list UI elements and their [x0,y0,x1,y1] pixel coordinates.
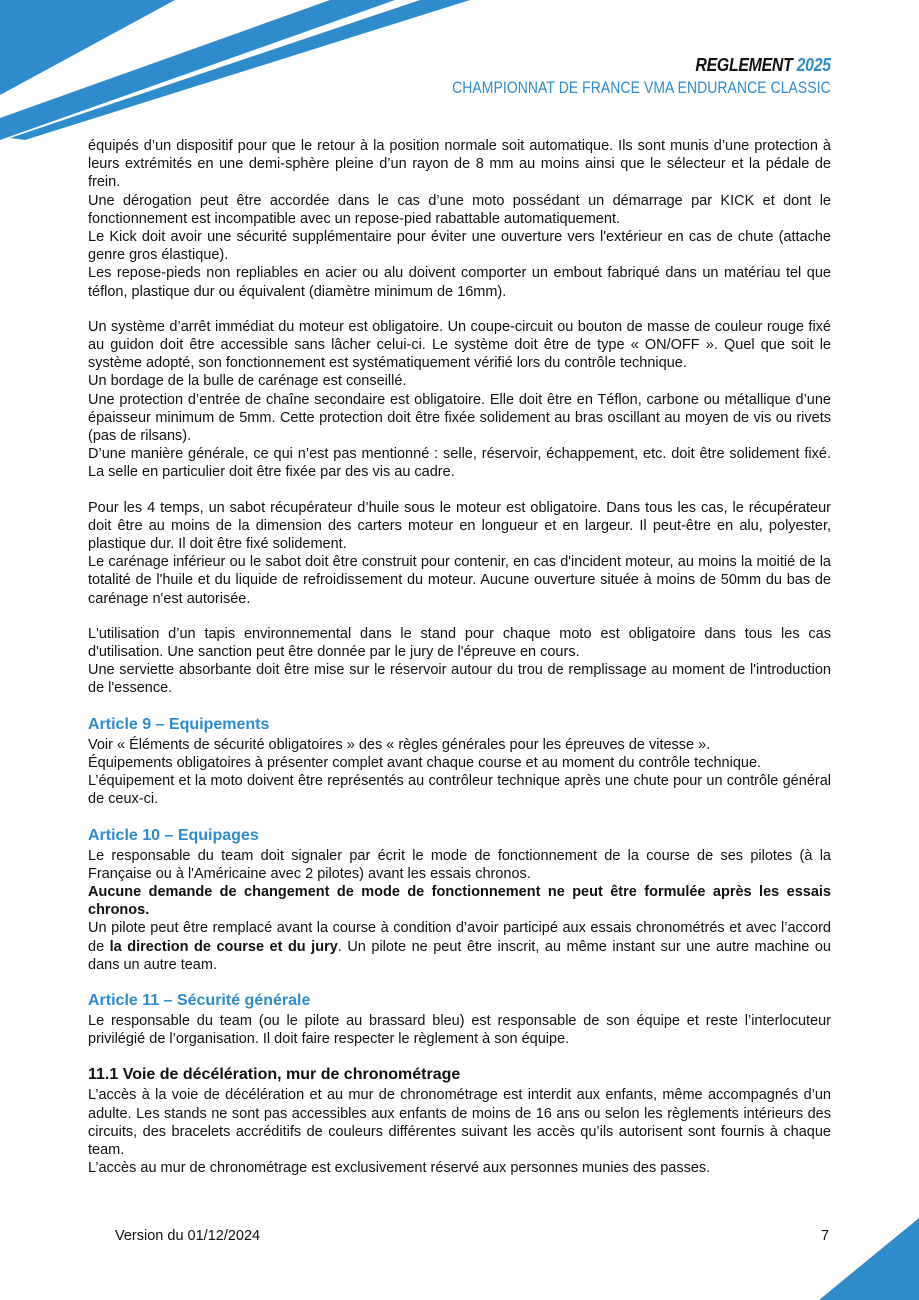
paragraph: Pour les 4 temps, un sabot récupérateur d’huile sous le moteur est obligatoire. Dans tous les cas, le récupérateur doit être au moins de la dimension des carters moteur en longueur et en largeur. Il peut-être en alu, polyester, plastique dur. Il doit être fixé solidement. [88,499,831,553]
page-number: 7 [821,1228,830,1244]
paragraph: L’équipement et la moto doivent être représentés au contrôleur technique après une chute pour un contrôle général de ceux-ci. [88,773,831,808]
paragraph: D’une manière générale, ce qui n’est pas mentionné : selle, réservoir, échappement, etc. doit être solidement fixé. La selle en particulier doit être fixée par des vis au cadre. [88,446,831,481]
paragraph: Le responsable du team doit signaler par écrit le mode de fonctionnement de la course de ses pilotes (à la Française ou à l'Américaine avec 2 pilotes) avant les essais chronos. [88,847,831,882]
paragraph: L’accès au mur de chronométrage est exclusivement réservé aux personnes munies des passes. [88,1160,711,1177]
document-body [88,137,831,1177]
section-11-1-heading: 11.1 Voie de décélération, mur de chronométrage [88,1066,461,1084]
paragraph: Un système d’arrêt immédiat du moteur est obligatoire. Un coupe-circuit ou bouton de masse de couleur rouge fixé au guidon doit être accessible sans lâcher celui-ci. Le système doit être de type « ON/OFF ». Quel que soit le système adopté, son fonctionnement est systématiquement vérifié lors du contrôle technique. [88,318,831,372]
document-header [369,56,831,97]
paragraph: Une dérogation peut être accordée dans le cas d’une moto possédant un démarrage par KICK et dont le fonctionnement est incompatible avec un repose-pied rabattable automatiquement. [88,192,831,227]
header-title [425,56,831,76]
text-span: Un pilote peut être remplacé avant la course à condition d’avoir participé aux essais chronométrés et avec l’accord de [88,920,831,955]
header-title-prefix: REGLEMENT [695,55,793,75]
paragraph: Les repose-pieds non repliables en acier ou alu doivent comporter un embout fabriqué dans un matériau tel que téflon, plastique dur ou équivalent (diamètre minimum de 16mm). [88,265,831,300]
paragraph: Le responsable du team (ou le pilote au brassard bleu) est responsable de son équipe et reste l’interlocuteur privilégié de l’organisation. Il doit faire respecter le règlement à son équipe. [88,1012,831,1048]
paragraph: Une serviette absorbante doit être mise sur le réservoir autour du trou de remplissage au moment de l'introduction de l'essence. [88,662,831,697]
paragraph: L’accès à la voie de décélération et au mur de chronométrage est interdit aux enfants, même accompagnés d’un adulte. Les stands ne sont pas accessibles aux enfants de moins de 16 ans ou selon les règlements intérieurs des circuits, des bracelets accréditifs de couleurs différentes suivant les accès qu’ils autorisent sont fournis à chaque team. [88,1087,831,1158]
article-11-heading: Article 11 – Sécurité générale [88,991,311,1009]
paragraph: Le carénage inférieur ou le sabot doit être construit pour contenir, en cas d'incident moteur, au moins la moitié de la totalité de l'huile et du liquide de refroidissement du moteur. Aucune ouverture située à moins de 50mm du bas de carénage n'est autorisée. [88,554,831,607]
paragraph: équipés d’un dispositif pour que le retour à la position normale soit automatique. Ils sont munis d’une protection à leurs extrémités en une demi-sphère pleine d’un rayon de 8 mm au moins ainsi que le sélecteur et la pédale de frein. [88,138,831,191]
paragraph: Le Kick doit avoir une sécurité supplémentaire pour éviter une ouverture vers l'extérieur en cas de chute (attache genre gros élastique). [88,229,831,264]
header-title-year: 2025 [796,55,831,75]
paragraph: L'utilisation d’un tapis environnemental dans le stand pour chaque moto est obligatoire dans tous les cas d'utilisation. Une sanction peut être donnée par le jury de l'épreuve en cours. [88,625,831,661]
paragraph: Voir « Éléments de sécurité obligatoires » des « règles générales pour les épreuves de vitesse ». [88,736,711,753]
paragraph: Équipements obligatoires à présenter complet avant chaque course et au moment du contrôle technique. [88,754,762,771]
paragraph: Une protection d’entrée de chaîne secondaire est obligatoire. Elle doit être en Téflon, carbone ou métallique d’une épaisseur minimum de 5mm. Cette protection doit être fixée solidement au bras oscillant au moyen de vis ou rivets (pas de rilsans). [88,391,831,445]
text-span: . Un pilote ne peut être inscrit, au même instant sur une autre machine ou dans un autre team. [88,938,831,973]
header-subtitle: CHAMPIONNAT DE FRANCE VMA ENDURANCE CLASSIC [452,77,831,97]
paragraph [88,919,831,974]
article-9-heading: Article 9 – Equipements [88,715,270,733]
bold-text: la direction de course et du jury [109,938,338,955]
article-10-heading: Article 10 – Equipages [88,826,259,844]
footer-version: Version du 01/12/2024 [115,1228,261,1244]
paragraph: Un bordage de la bulle de carénage est conseillé. [88,373,407,390]
paragraph-bold [88,883,831,919]
bold-text: Aucune demande de changement de mode de fonctionnement ne peut être formulée après les essais chronos. [88,883,831,919]
corner-triangle-decoration [819,1218,919,1300]
